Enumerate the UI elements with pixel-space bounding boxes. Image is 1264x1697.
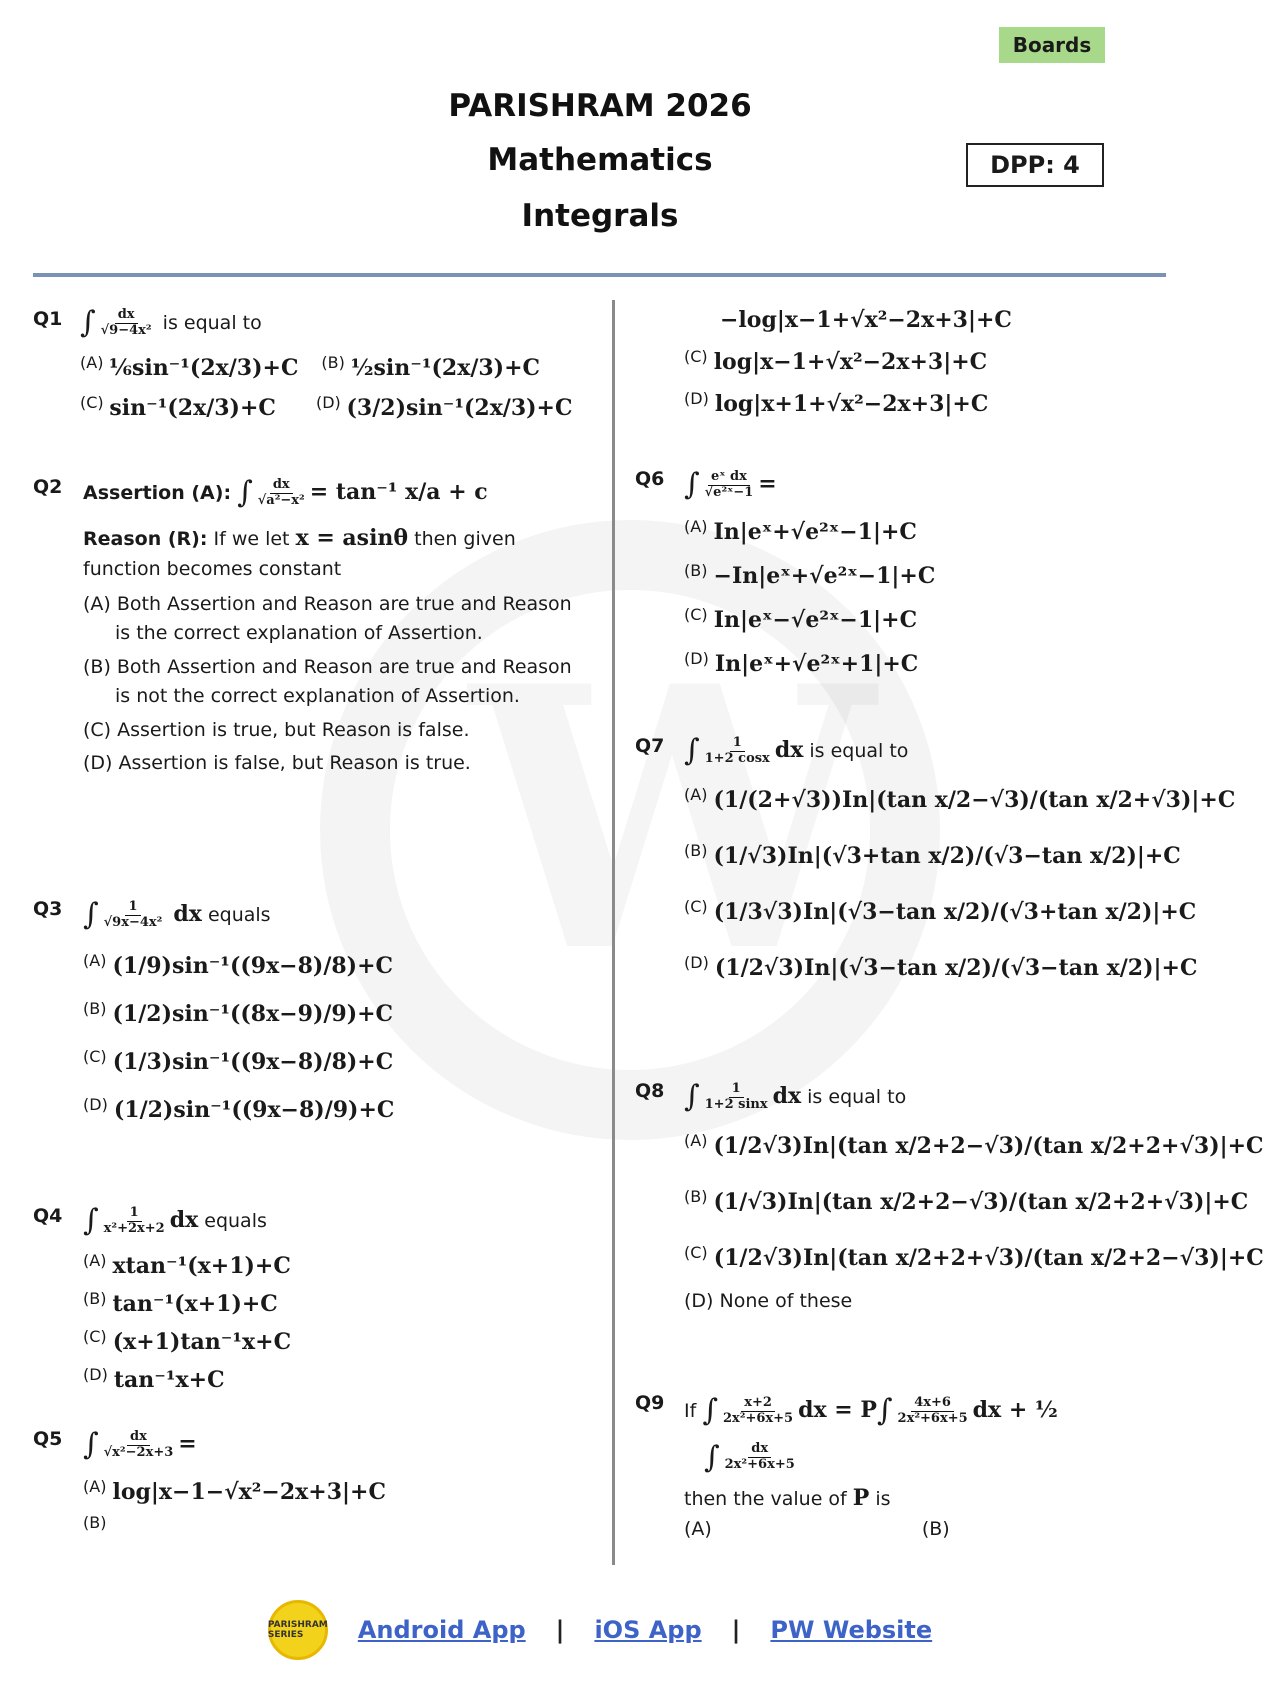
dpp-box: DPP: 4 [966,143,1104,187]
question-number: Q4 [33,1205,63,1227]
question-4: ∫ $\frac{1}{\text{x²+2x+2}}$ dx equals $^{(A)}$ xtan⁻¹(x+1)+C $^{(B)}$ tan⁻¹(x+1)+C $^{(C)}$ (x+1)tan⁻¹x+C $^{(D)}$ tan⁻¹x+C [83,1203,292,1393]
pw-website-link[interactable]: PW Website [770,1616,933,1644]
parishram-logo: PARISHRAM SERIES [268,1600,328,1660]
ios-app-link[interactable]: iOS App [594,1616,702,1644]
question-3: ∫ $\frac{1}{\text{√9x−4x²}}$ dx equals $^{(A)}$ (1/9)sin⁻¹((9x−8)/8)+C $^{(B)}$ (1/2)sin⁻¹((8x−9)/9)+C $^{(C)}$ (1/3)sin⁻¹((9x−8)/8)+C $^{(D)}$ (1/2)sin⁻¹((9x−8)/9)+C [83,897,395,1123]
header-rule [33,273,1166,277]
question-number: Q5 [33,1428,63,1450]
question-2: Assertion (A): ∫ $\frac{dx}{\text{√a²−x²}}$ = tan⁻¹ x/a + c Reason (R): If we let x = asinθ then given function becomes constant (A) Both Assertion and Reason are true and Reason is the correct explanation of Assertion. (B) Both Assertion and Reason are true and Reason is not the correct explanation of Assertion. (C) Assertion is true, but Reason is false. (D) Assertion is false, but Reason is true. [83,475,572,775]
column-divider [612,300,615,1565]
page-title: PARISHRAM 2026 [448,88,752,124]
question-5-continued: −log|x−1+√x²−2x+3|+C $^{(C)}$ log|x−1+√x²−2x+3|+C $^{(D)}$ log|x+1+√x²−2x+3|+C [684,307,1012,418]
android-app-link[interactable]: Android App [357,1616,526,1644]
question-1: ∫ $\frac{dx}{\text{√9−4x²}}$ is equal to (A) ⅙sin⁻¹(2x/3)+C (B) ½sin⁻¹(2x/3)+C (C) sin⁻¹(2x/3)+C (D) (3/2)sin⁻¹(2x/3)+C [80,305,573,421]
question-number: Q1 [33,308,63,330]
boards-badge: Boards [999,27,1105,63]
footer-links [0,1600,1200,1660]
question-9: If ∫ $\frac{x+2}{\text{2x²+6x+5}}$ dx = P∫ $\frac{4x+6}{\text{2x²+6x+5}}$ dx + ½ ∫ $\frac{dx}{\text{2x²+6x+5}}$ then the value of P is (A) (B) [684,1393,1058,1541]
question-number: Q6 [635,468,665,490]
footer-separator: | [731,1616,741,1644]
subject-title: Mathematics [487,142,713,178]
question-number: Q2 [33,476,63,498]
question-5: ∫ $\frac{dx}{\text{√x²−2x+3}}$ = $^{(A)}$ log|x−1−√x²−2x+3|+C $^{(B)}$ [83,1427,386,1532]
question-6: ∫ $\frac{\text{eˣ dx}}{\text{√e²ˣ−1}}$ = $^{(A)}$ In|eˣ+√e²ˣ−1|+C $^{(B)}$ −In|eˣ+√e²ˣ−1|+C $^{(C)}$ In|eˣ−√e²ˣ−1|+C $^{(D)}$ In|eˣ+√e²ˣ+1|+C [684,467,936,677]
question-number: Q8 [635,1080,665,1102]
question-number: Q3 [33,898,63,920]
question-7: ∫ $\frac{1}{1+2 \cos x}$ dx is equal to $^{(A)}$ (1/(2+√3))In|(tan x/2−√3)/(tan x/2+√3)|+C $^{(B)}$ (1/√3)In|(√3+tan x/2)/(√3−tan x/2)|+C $^{(C)}$ (1/3√3)In|(√3−tan x/2)/(√3+tan x/2)|+C $^{(D)}$ (1/2√3)In|(√3−tan x/2)/(√3−tan x/2)|+C [684,733,1236,981]
question-number: Q7 [635,735,665,757]
footer-separator: | [555,1616,565,1644]
question-number: Q9 [635,1392,665,1414]
question-8: ∫ $\frac{1}{1+2 \sin x}$ dx is equal to $^{(A)}$ (1/2√3)In|(tan x/2+2−√3)/(tan x/2+2+√3)|+C $^{(B)}$ (1/√3)In|(tan x/2+2−√3)/(tan x/2+2+√3)|+C $^{(C)}$ (1/2√3)In|(tan x/2+2+√3)/(tan x/2+2−√3)|+C (D) None of these [684,1079,1264,1312]
chapter-title: Integrals [521,198,679,234]
